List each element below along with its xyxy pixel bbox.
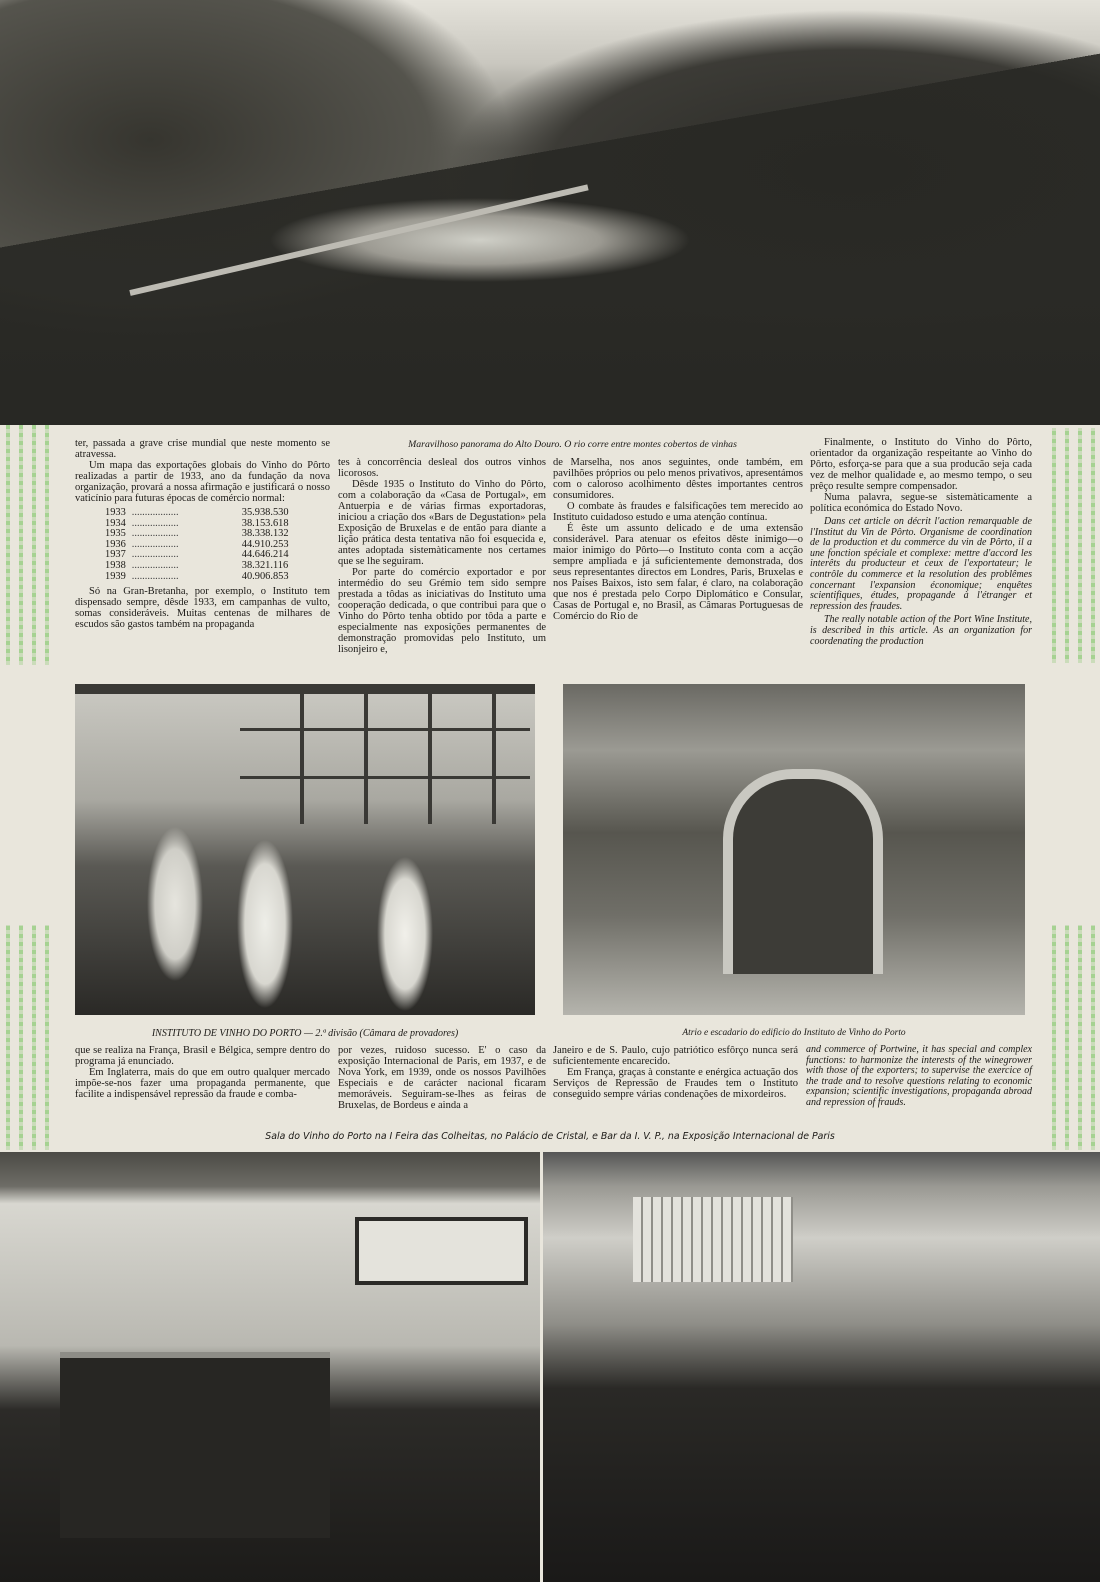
caption-top-photo: Maravilhoso panorama do Alto Douro. O rio corre entre montes cobertos de vinhas bbox=[408, 439, 737, 450]
export-year: 1934 bbox=[105, 517, 126, 529]
paragraph: tes à concorrência desleal dos outros vinhos licorosos. bbox=[338, 457, 546, 479]
english-summary: The really notable action of the Port Wine Institute, is described in this article. As an organization for coordenating the production bbox=[810, 614, 1032, 647]
column-2 bbox=[338, 457, 546, 655]
railway-bridge bbox=[129, 184, 588, 296]
paragraph: Finalmente, o Instituto do Vinho do Pôrto, orientador da organização respeitante ao Vinho do Pôrto, esforça-se para que a sua producão seja cada vez de melhor qualidade e, ao mesmo tempo, o seu prêço resulte sempre compensador. bbox=[810, 437, 1032, 492]
caption-lab-photo: INSTITUTO DE VINHO DO PORTO — 2.ª divisão (Câmara de provadores) bbox=[151, 1028, 459, 1039]
paragraph: O combate às fraudes e falsificações tem merecido ao Instituto cuidadoso estudo e uma atenção contínua. bbox=[553, 501, 803, 523]
lower-column-3 bbox=[553, 1045, 798, 1100]
bottle-counter bbox=[60, 1352, 330, 1538]
tasting-room-photo bbox=[75, 684, 535, 1015]
display-window bbox=[355, 1217, 528, 1285]
export-year: 1937 bbox=[105, 549, 126, 561]
export-value: 38.321.116 bbox=[241, 559, 289, 571]
paragraph: ter, passada a grave crise mundial que neste momento se atravessa. bbox=[75, 438, 330, 460]
column-3 bbox=[553, 457, 803, 622]
leader-dots: .................. bbox=[131, 517, 179, 529]
export-year: 1938 bbox=[105, 559, 126, 571]
export-row bbox=[105, 508, 289, 519]
export-year: 1935 bbox=[105, 528, 126, 540]
leader-dots: .................. bbox=[131, 559, 179, 571]
pavilion-building bbox=[633, 1197, 793, 1282]
exports-table bbox=[105, 508, 289, 582]
paragraph: que se realiza na França, Brasil e Bélgica, sempre dentro do programa já enunciado. bbox=[75, 1045, 330, 1067]
leader-dots: .................. bbox=[131, 538, 179, 550]
lower-column-4 bbox=[806, 1045, 1032, 1109]
paragraph: de Marselha, nos anos seguintes, onde também, em pavilhões próprios ou pelo menos privativos, apresentámos com o caloroso acolhimento dêstes importantes centros consumidores. bbox=[553, 457, 803, 501]
english-summary-cont: and commerce of Portwine, it has special and complex functions: to harmonize the interests of the winegrower with those of the exporters; to supervise the exercice of the trade and to resolve questions relating to economic expansion; scientific investigations, propaganda abroad and repression of frauds. bbox=[806, 1044, 1032, 1108]
wine-room-photo bbox=[0, 1152, 540, 1582]
export-year: 1936 bbox=[105, 538, 126, 550]
paragraph: É êste um assunto delicado e de uma extensão considerável. Para atenuar os efeitos dêste inimigo—o maior inimigo do Pôrto—o Instituto conta com a acção sempre ampliada e já suficientemente demonstrada, dos seus representantes directos em Londres, Paris, Bruxelas e nos Países Baixos, isto sem falar, é claro, na colaboração que nos é prestada pelo Corpo Diplomático e Consular, Casas de Portugal e, no Brasil, as Câmaras Portuguesas de Comércio do Rio de bbox=[553, 523, 803, 622]
arched-doorway bbox=[723, 769, 883, 974]
column-1 bbox=[75, 438, 330, 630]
decorative-stripe-left-bottom bbox=[0, 925, 52, 1150]
leader-dots: .................. bbox=[131, 528, 179, 540]
paragraph: Dêsde 1935 o Instituto do Vinho do Pôrto, com a colaboração da «Casa de Portugal», em Antuerpia e de várias firmas exportadoras, iniciou a criação dos «Bars de Degustation» pela Exposição de Bruxelas e de então para diante a lição prática desta tentativa não foi esquecida e, antes adoptada sistemàticamente nos certames que se lhe seguiram. bbox=[338, 479, 546, 567]
export-value: 38.153.618 bbox=[241, 517, 289, 529]
paragraph: Por parte do comércio exportador e por intermédio do seu Grémio tem sido sempre prestada a tôdas as iniciativas do Instituto uma cooperação dedicada, o que contribui para que o Vinho do Pôrto tenha obtido por tôda a parte e especialmente nas exposições permanentes de demonstração promovidas pelo Instituto, um lisonjeiro e, bbox=[338, 567, 546, 655]
caption-bottom-photos: Sala do Vinho do Porto na I Feira das Colheitas, no Palácio de Cristal, e Bar da I. V. P., na Exposição Internacional de Paris bbox=[265, 1131, 835, 1142]
export-value: 38.338.132 bbox=[241, 528, 289, 540]
paragraph: Em França, graças à constante e enérgica actuação dos Serviços de Repressão de Fraudes tem o Instituto conseguido sempre várias condenações de mixordeiros. bbox=[553, 1067, 798, 1100]
leader-dots: .................. bbox=[131, 570, 179, 582]
decorative-stripe-left-top bbox=[0, 425, 52, 665]
paragraph: Em Inglaterra, mais do que em outro qualquer mercado impõe-se-nos fazer uma propaganda permanente, que facilite a indispensável repressão da fraude e comba- bbox=[75, 1067, 330, 1100]
export-year: 1939 bbox=[105, 570, 126, 582]
export-row bbox=[105, 572, 289, 583]
export-value: 40.906.853 bbox=[241, 570, 289, 582]
paragraph: Um mapa das exportações globais do Vinho do Pôrto realizadas a partir de 1933, ano da fundação da nova organização, provará a nossa afirmação e justificará o nosso vaticínio para futuras épocas de comércio normal: bbox=[75, 460, 330, 504]
paragraph: Janeiro e de S. Paulo, cujo patriótico esfôrço nunca será suficientemente encarecido. bbox=[553, 1045, 798, 1067]
paris-bar-photo bbox=[543, 1152, 1100, 1582]
export-value: 35.938.530 bbox=[241, 507, 289, 518]
paragraph: Numa palavra, segue-se sistemàticamente a política económica do Estado Novo. bbox=[810, 492, 1032, 514]
douro-panorama-photo bbox=[0, 0, 1100, 425]
leader-dots: .................. bbox=[131, 549, 179, 561]
caption-hall-photo: Atrio e escadario do edificio do Instituto de Vinho do Porto bbox=[682, 1028, 906, 1038]
export-year: 1933 bbox=[105, 507, 126, 518]
paragraph: Só na Gran-Bretanha, por exemplo, o Instituto tem dispensado sempre, dêsde 1933, em campanhas de vulto, somas consideráveis. Muitas centenas de milhares de escudos são gastos também na propaganda bbox=[75, 586, 330, 631]
paragraph: por vezes, ruidoso sucesso. E' o caso da exposição Internacional de Paris, em 1937, e de Nova York, em 1939, onde os nossos Pavilhões Especiais e de carácter nacional ficaram memoráveis. Seguiram-se-lhes as feiras de Bruxelas, de Bordeus e ainda a bbox=[338, 1045, 546, 1111]
french-summary: Dans cet article on décrit l'action remarquable de l'Institut du Vin de Pôrto. Organisme de coordination de la production et du commerce du vin de Pôrto, il a une fonction spéciale et complexe: mettre d'accord les interêts du producteur et ceux de l'exportateur; le contrôle du commerce et la resolution des problêmes concernant l'expansion économique; enquêtes scientifiques, études, propagande à l'étranger et repression des fraudes. bbox=[810, 516, 1032, 612]
lower-column-2 bbox=[338, 1045, 546, 1111]
decorative-stripe-right-top bbox=[1046, 428, 1098, 663]
decorative-stripe-right-bottom bbox=[1046, 925, 1098, 1150]
column-4 bbox=[810, 437, 1032, 647]
export-row bbox=[105, 561, 289, 572]
hall-staircase-photo bbox=[563, 684, 1025, 1015]
leader-dots: .................. bbox=[131, 507, 179, 518]
export-value: 44.910.253 bbox=[241, 538, 289, 550]
window-panes bbox=[240, 689, 530, 824]
export-value: 44.646.214 bbox=[241, 549, 289, 561]
lower-column-1 bbox=[75, 1045, 330, 1100]
